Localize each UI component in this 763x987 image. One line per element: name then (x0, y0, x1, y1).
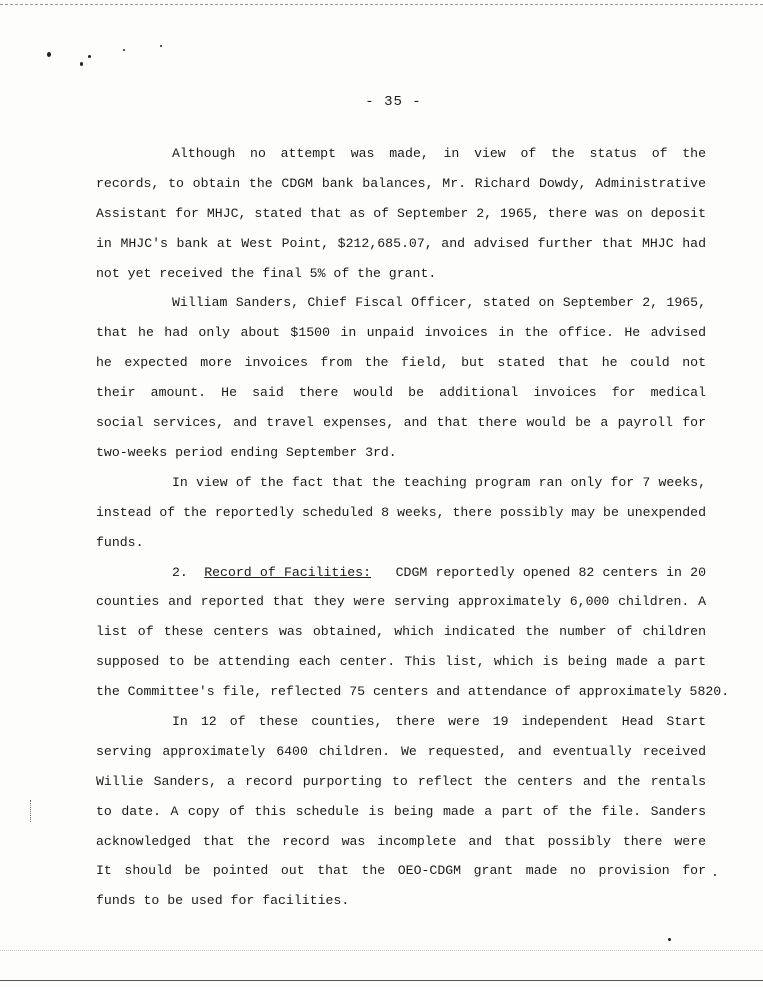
text-line: records, to obtain the CDGM bank balances, Mr. Richard Dowdy, Administrative (96, 175, 706, 191)
scan-speck (160, 45, 162, 47)
text-line: social services, and travel expenses, and that there would be a payroll for (96, 415, 706, 431)
section-number: 2. (172, 564, 188, 580)
text-line: that he had only about $1500 in unpaid invoices in the office. He advised (96, 325, 706, 341)
scan-mark (30, 800, 35, 822)
text-line: In 12 of these counties, there were 19 independent Head Start (172, 713, 706, 729)
text-line: funds to be used for facilities. (96, 893, 350, 909)
text-line: in MHJC's bank at West Point, $212,685.07, and advised further that MHJC had (96, 235, 706, 251)
text-line: to date. A copy of this schedule is being made a part of the file. Sanders (96, 803, 706, 819)
text-line: the Committee's file, reflected 75 centers and attendance of approximately 5820. (96, 684, 730, 700)
scan-speck (88, 55, 91, 58)
text-line (96, 558, 706, 588)
text-line: not yet received the final 5% of the grant. (96, 265, 437, 281)
bottom-dotted-artifact (0, 950, 763, 953)
section-text: CDGM reportedly opened 82 centers in 20 (395, 564, 706, 580)
top-edge-artifact (0, 4, 763, 7)
text-line: serving approximately 6400 children. We requested, and eventually received (96, 743, 706, 759)
text-line: Although no attempt was made, in view of the status of the (172, 146, 706, 161)
page-number: - 35 - (365, 94, 422, 110)
text-line: funds. (96, 534, 144, 550)
scan-speck (80, 62, 83, 66)
text-line: counties and reported that they were serving approximately 6,000 children. A (96, 594, 706, 610)
text-line: In view of the fact that the teaching program ran only for 7 weeks, (172, 474, 706, 490)
scan-speck (47, 52, 51, 57)
body-text (96, 139, 730, 916)
scan-speck (714, 874, 716, 876)
text-line: list of these centers was obtained, which indicated the number of children (96, 624, 706, 640)
text-line: two-weeks period ending September 3rd. (96, 444, 397, 460)
bottom-edge-artifact (0, 980, 763, 983)
text-line: Assistant for MHJC, stated that as of September 2, 1965, there was on deposit (96, 205, 706, 221)
scan-speck (123, 49, 125, 51)
text-line: William Sanders, Chief Fiscal Officer, stated on September 2, 1965, (172, 295, 706, 311)
text-line: he expected more invoices from the field, but stated that he could not (96, 355, 706, 371)
section-heading: Record of Facilities: (204, 564, 372, 580)
text-line: supposed to be attending each center. This list, which is being made a part (96, 654, 706, 670)
text-line: Willie Sanders, a record purporting to reflect the centers and the rentals (96, 773, 706, 789)
scan-speck (668, 938, 671, 941)
text-line: It should be pointed out that the OEO-CDGM grant made no provision for (96, 863, 706, 879)
text-line: acknowledged that the record was incomplete and that possibly there were (96, 833, 706, 849)
text-line: their amount. He said there would be additional invoices for medical (96, 385, 706, 401)
text-line: instead of the reportedly scheduled 8 weeks, there possibly may be unexpended (96, 504, 706, 520)
